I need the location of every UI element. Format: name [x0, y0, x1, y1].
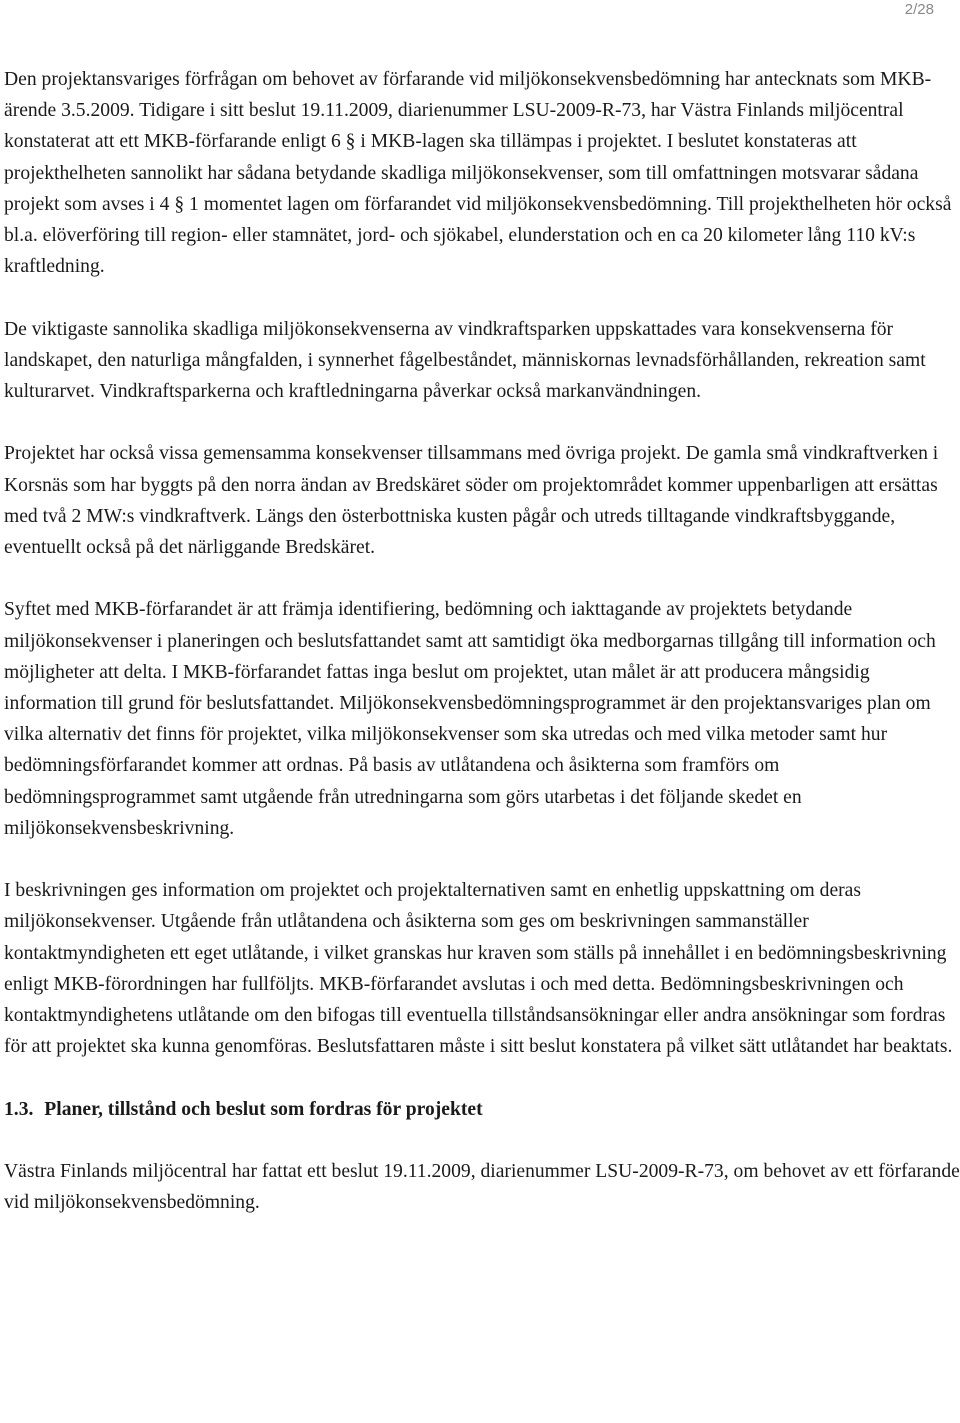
paragraph-2: De viktigaste sannolika skadliga miljökonsekvenserna av vindkraftsparken uppskattades vara konsekvenserna för landskapet, den naturliga mångfalden, i synnerhet fågelbeståndet, människornas levnadsförhållanden, rekreation samt kulturarvet. Vindkraftsparkerna och kraftledningarna påverkar också markanvändningen.	[4, 318, 926, 403]
paragraph-5: I beskrivningen ges information om projektet och projektalternativen samt en enhetlig uppskattning om deras miljökonsekvenser. Utgående från utlåtandena och åsikterna som ges om beskrivningen sammanställer kontaktmyndigheten ett eget utlåtande, i vilket granskas hur kraven som ställs på innehållet i en bedömningsbeskrivning enligt MKB-förordningen har fullföljts. MKB-förfarandet avslutas i och med detta. Bedömningsbeskrivningen och kontaktmyndighetens utlåtande om den bifogas till eventuella tillståndsansökningar eller andra ansökningar som fordras för att projektet ska kunna genomföras. Beslutsfattaren måste i sitt beslut konstatera på vilket sätt utlåtandet har beaktats.	[4, 880, 953, 1058]
document-body	[4, 64, 960, 1250]
paragraph-1: Den projektansvariges förfrågan om behovet av förfarande vid miljökonsekvensbedömning har antecknats som MKB-ärende 3.5.2009. Tidigare i sitt beslut 19.11.2009, diarienummer LSU-2009-R-73, har Västra Finlands miljöcentral konstaterat att ett MKB-förfarande enligt 6 § i MKB-lagen ska tillämpas i projektet. I beslutet konstateras att projekthelheten sannolikt har sådana betydande skadliga miljökonsekvenser, som till omfattningen motsvarar sådana projekt som avses i 4 § 1 momentet lagen om förfarandet vid miljökonsekvensbedömning. Till projekthelheten hör också bl.a. elöverföring till region- eller stamnätet, jord- och sjökabel, elunderstation och en ca 20 kilometer lång 110 kV:s kraftledning.	[4, 69, 952, 278]
page-number: 2/28	[904, 1, 934, 18]
paragraph-3: Projektet har också vissa gemensamma konsekvenser tillsammans med övriga projekt. De gamla små vindkraftverken i Korsnäs som har byggts på den norra ändan av Bredskäret söder om projektområdet kommer uppenbarligen att ersättas med två 2 MW:s vindkraftverk. Längs den österbottniska kusten pågår och utreds tilltagande vindkraftsbyggande, eventuellt också på det närliggande Bredskäret.	[4, 443, 939, 559]
section-title: Planer, tillstånd och beslut som fordras för projektet	[44, 1098, 483, 1120]
paragraph-4: Syftet med MKB-förfarandet är att främja identifiering, bedömning och iakttagande av projektets betydande miljökonsekvenser i planeringen och beslutsfattandet samt att samtidigt öka medborgarnas tillgång till information och möjligheter att delta. I MKB-förfarandet fattas inga beslut om projektet, utan målet är att producera mångsidig information till grund för beslutsfattandet. Miljökonsekvensbedömningsprogrammet är den projektansvariges plan om vilka alternativ det finns för projektet, vilka miljökonsekvenser som ska utredas och med vilka metoder samt hur bedömningsförfarandet kommer att ordnas. På basis av utlåtandena och åsikterna som framförs om bedömningsprogrammet samt utgående från utredningarna som görs utarbetas i det följande skedet en miljökonsekvensbeskrivning.	[4, 599, 936, 839]
section-number: 1.3.	[4, 1098, 34, 1120]
section-heading	[4, 1094, 960, 1125]
paragraph-final: Västra Finlands miljöcentral har fattat ett beslut 19.11.2009, diarienummer LSU-2009-R-73, om behovet av ett förfarande vid miljökonsekvensbedömning.	[4, 1161, 960, 1214]
